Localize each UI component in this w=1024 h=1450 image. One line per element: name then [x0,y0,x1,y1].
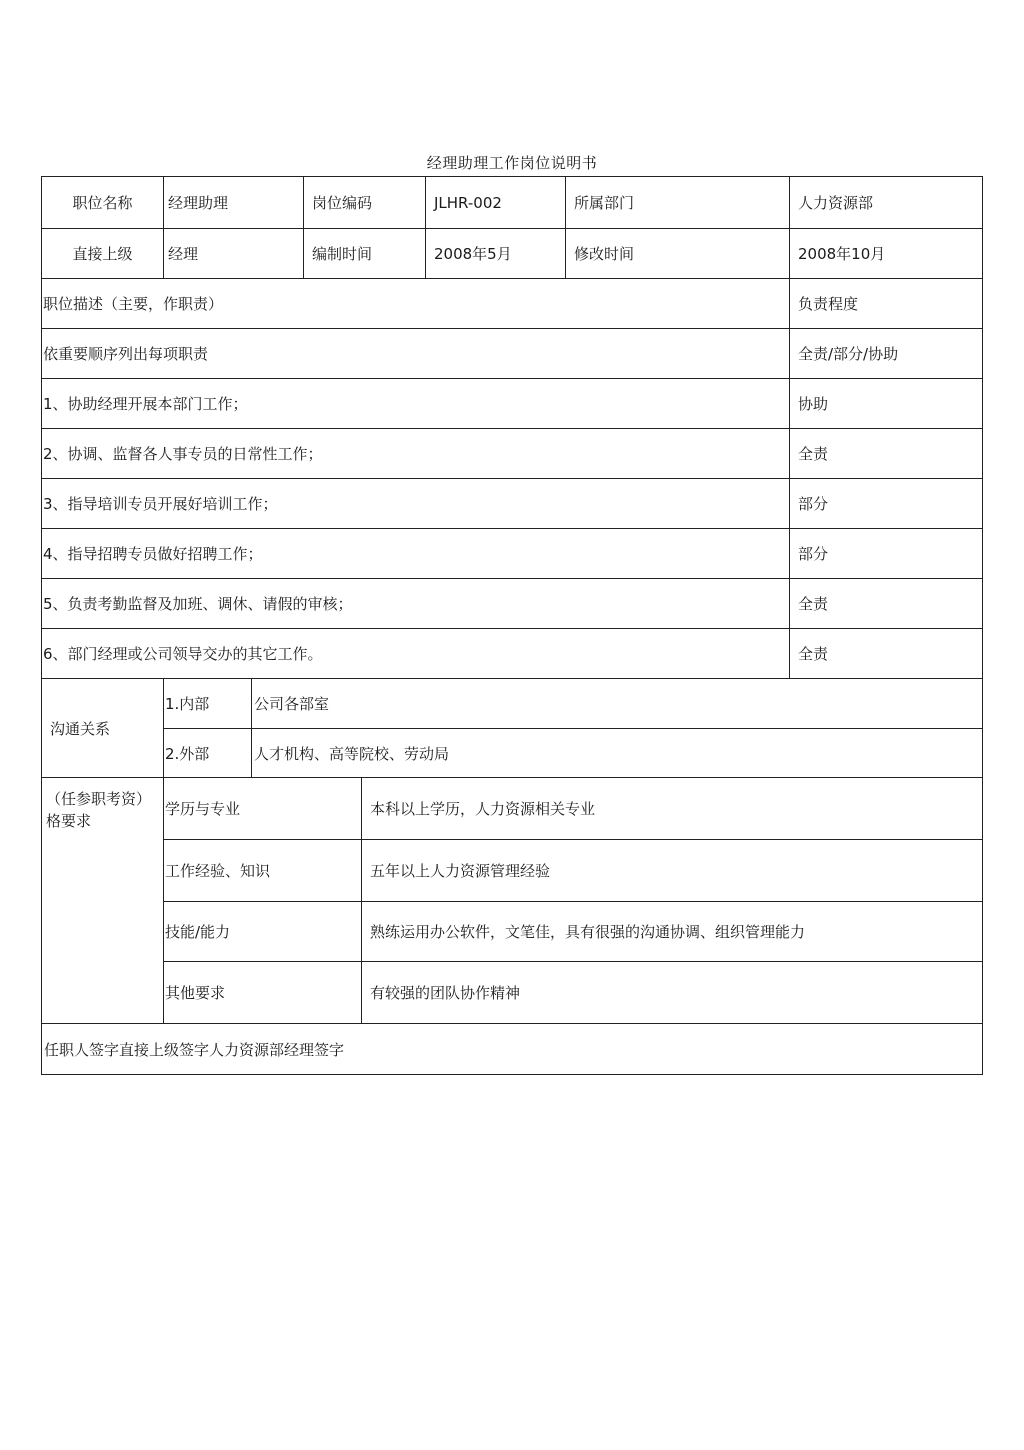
duty-item: 1、协助经理开展本部门工作； [41,378,790,429]
created-label: 编制时间 [303,228,426,279]
department-value: 人力资源部 [789,176,983,229]
duty-level: 全责 [789,628,983,679]
duty-level: 协助 [789,378,983,429]
position-name-value: 经理助理 [163,176,304,229]
duty-item: 6、部门经理或公司领导交办的其它工作。 [41,628,790,679]
duty-description-label: 职位描述（主要，作职责） [41,278,790,329]
position-code-label: 岗位编码 [303,176,426,229]
communication-internal-value: 公司各部室 [251,678,983,729]
duty-item: 3、指导培训专员开展好培训工作； [41,478,790,529]
qualification-item-value: 有较强的团队协作精神 [361,961,983,1024]
supervisor-value: 经理 [163,228,304,279]
qualification-item-label: 其他要求 [163,961,362,1024]
qualification-item-label: 学历与专业 [163,777,362,840]
supervisor-label: 直接上级 [41,228,164,279]
duty-order-label: 依重要顺序列出每项职责 [41,328,790,379]
created-value: 2008年5月 [425,228,566,279]
document-title: 经理助理工作岗位说明书 [426,154,598,172]
duty-level: 全责 [789,428,983,479]
qualification-item-value: 五年以上人力资源管理经验 [361,839,983,902]
duty-item: 5、负责考勤监督及加班、调休、请假的审核； [41,578,790,629]
modified-label: 修改时间 [565,228,790,279]
duty-level: 部分 [789,528,983,579]
position-code-value: JLHR-002 [425,176,566,229]
duty-item: 2、协调、监督各人事专员的日常性工作； [41,428,790,479]
qualifications-label-text: （任参职考资）格要求 [46,790,144,830]
qualification-item-value: 熟练运用办公软件，文笔佳，具有很强的沟通协调、组织管理能力 [361,901,983,962]
responsibility-degree-label: 负责程度 [789,278,983,329]
qualification-item-label: 工作经验、知识 [163,839,362,902]
qualification-item-value: 本科以上学历，人力资源相关专业 [361,777,983,840]
duty-level: 部分 [789,478,983,529]
modified-value: 2008年10月 [789,228,983,279]
position-name-label: 职位名称 [41,176,164,229]
communication-label: 沟通关系 [41,678,164,778]
qualification-item-label: 技能/能力 [163,901,362,962]
duty-item: 4、指导招聘专员做好招聘工作； [41,528,790,579]
duty-level: 全责 [789,578,983,629]
communication-external-label: 2.外部 [163,728,252,778]
department-label: 所属部门 [565,176,790,229]
communication-external-value: 人才机构、高等院校、劳动局 [251,728,983,778]
signature-row: 任职人签字直接上级签字人力资源部经理签字 [41,1023,983,1075]
communication-internal-label: 1.内部 [163,678,252,729]
responsibility-degree-options: 全责/部分/协助 [789,328,983,379]
qualifications-label [41,777,164,1024]
